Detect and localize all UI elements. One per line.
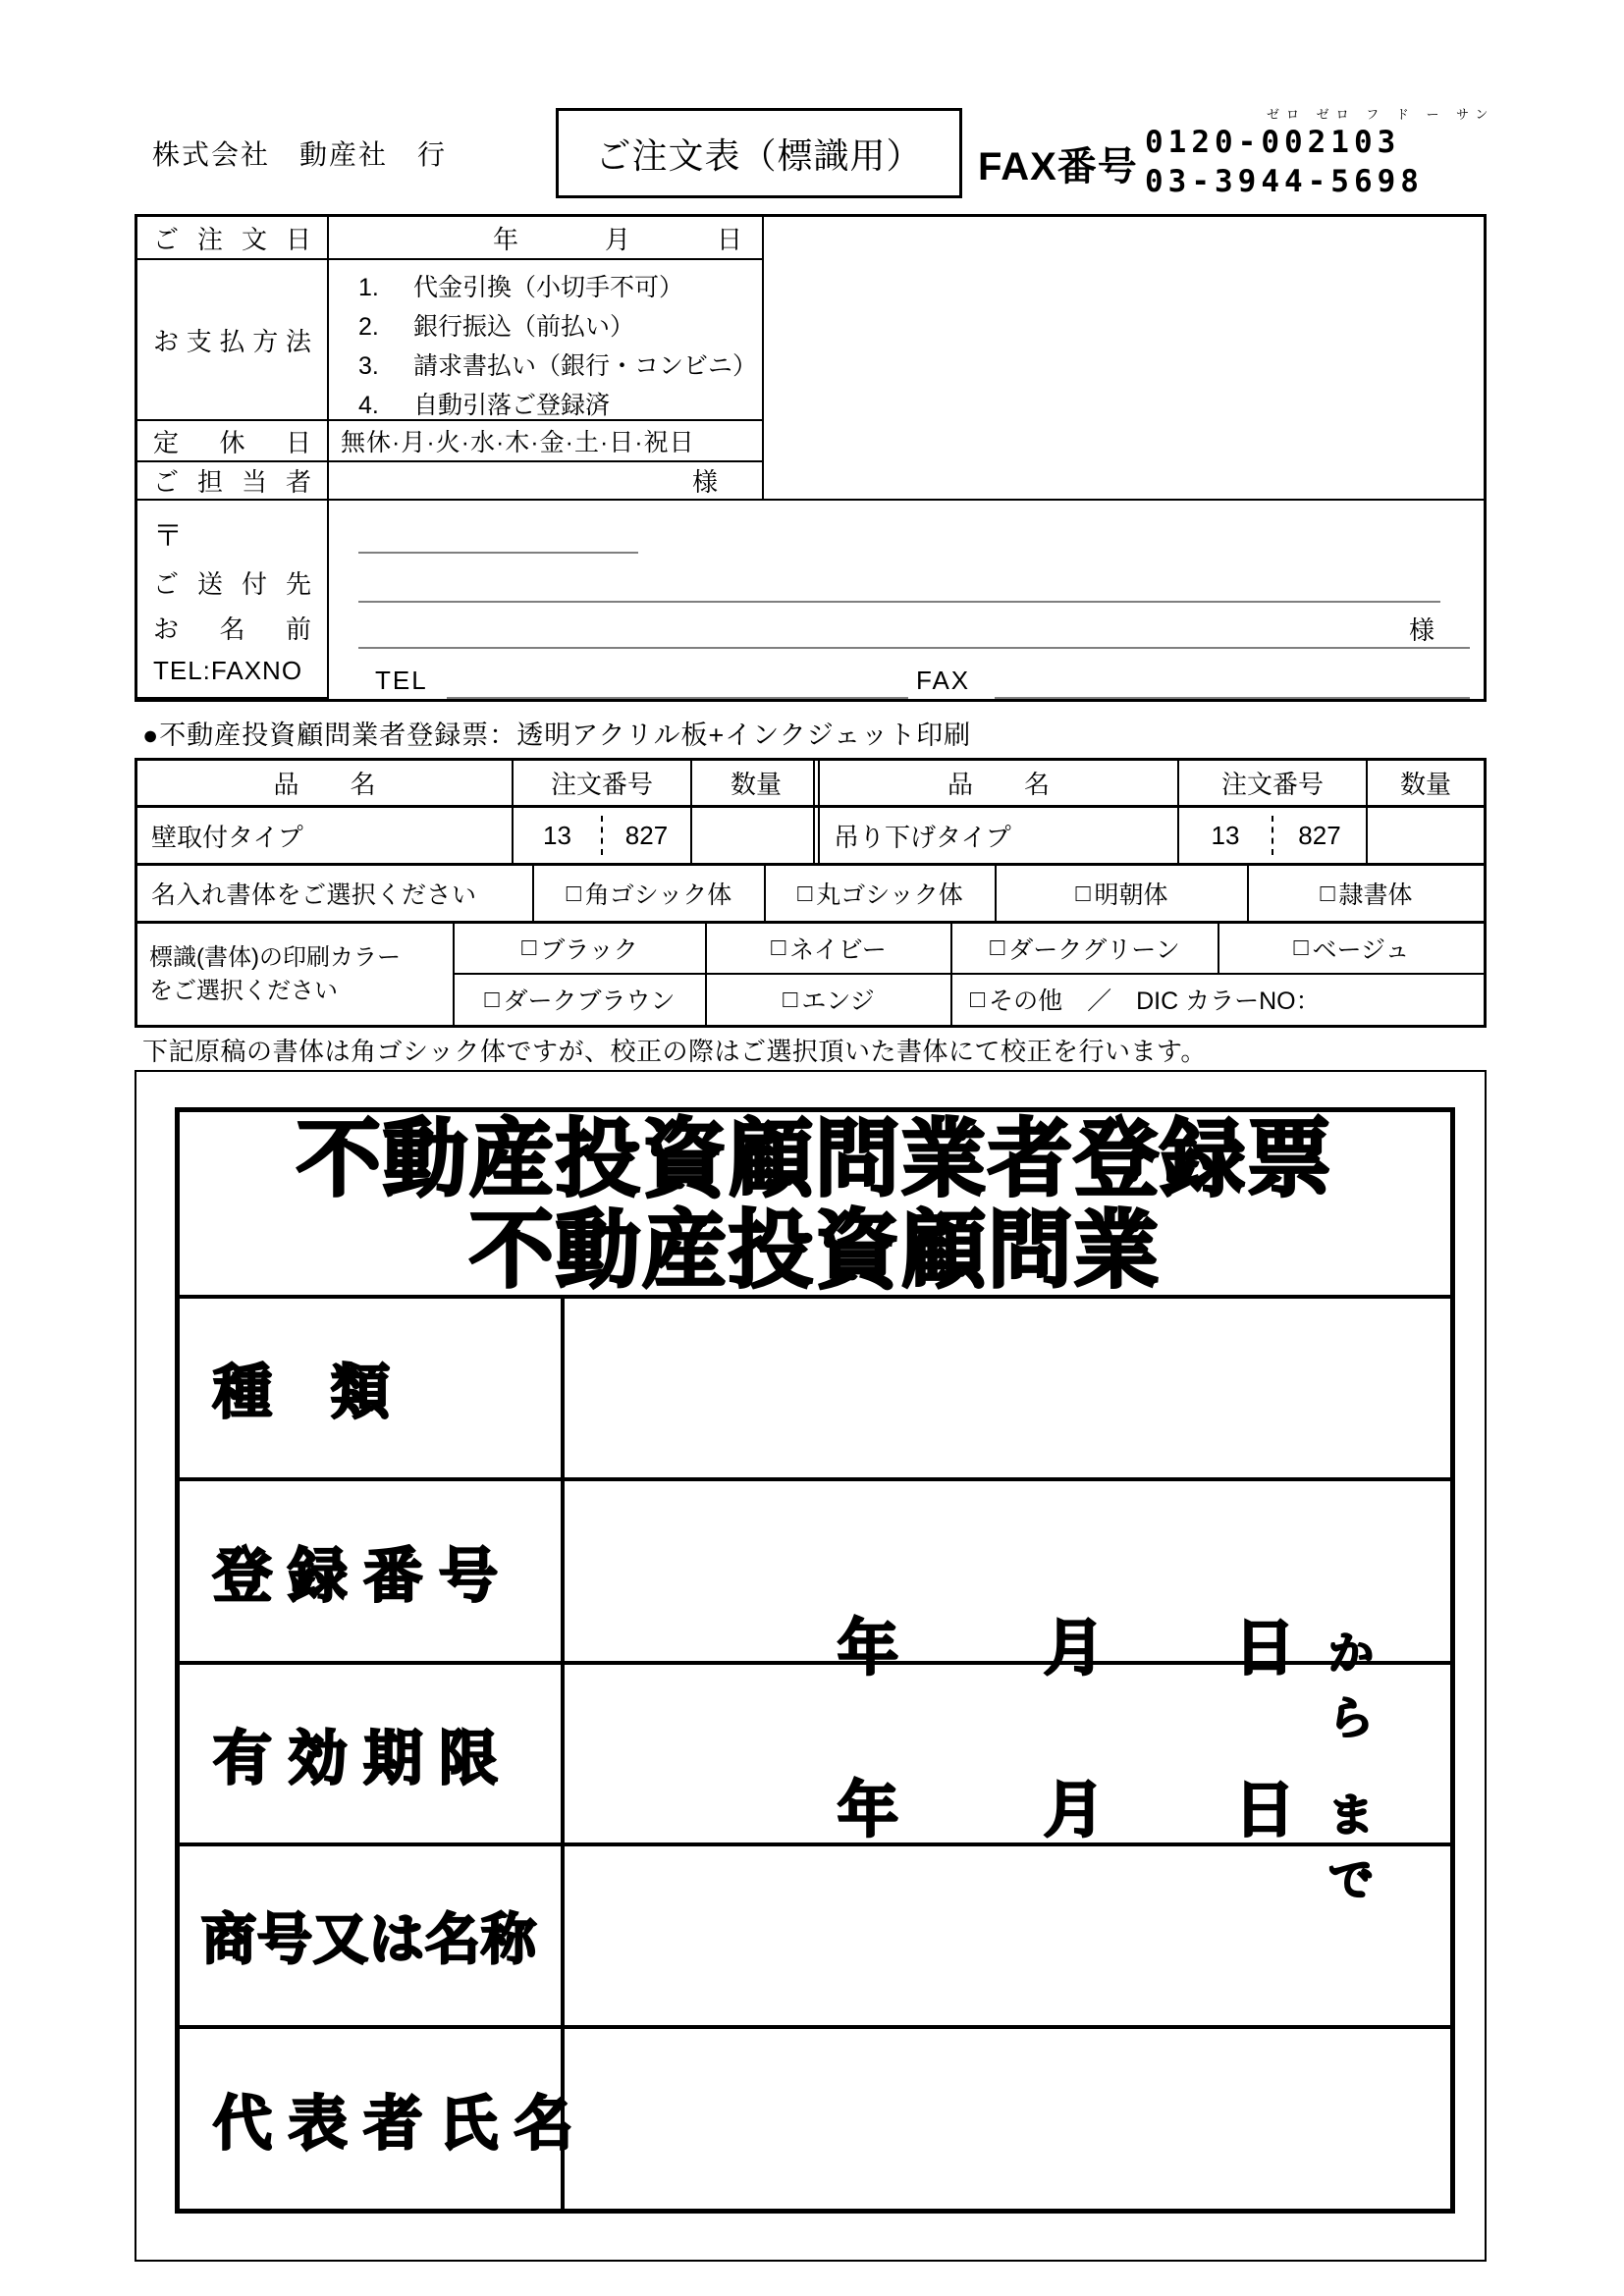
color-option-enji[interactable]: □ エンジ [707,975,952,1026]
form-title-box [556,108,962,198]
addressee-sama-suffix: 様 [1409,615,1435,645]
checkbox-icon: □ [771,934,786,962]
order-info-table [135,214,1487,702]
font-option-mincho[interactable]: □ 明朝体 [997,866,1249,921]
recipient-company: 株式会社 動産社 行 [152,139,448,170]
name-label: お名前 [153,614,311,645]
font-option-maru-gothic[interactable]: □ 丸ゴシック体 [766,866,997,921]
color-option-navy[interactable]: □ ネイビー [707,924,952,975]
checkbox-icon: □ [783,985,798,1013]
holiday-options-cell[interactable]: 無休·月·火·水·木·金·土·日·祝日 [329,421,764,462]
sign-row-label-yukokigen: 有 効 期 限 [180,1665,565,1846]
day-label: 日 [716,224,742,254]
year-label: 年 [492,224,518,254]
sign-cell-shurui-input[interactable] [565,1299,1450,1481]
sign-row-label-daihyosha: 代 表 者 氏 名 [180,2029,565,2209]
validity-from-line: 年 月 日 から [838,1614,1390,1743]
payment-method-label-cell: お支払方法 [137,260,329,421]
product-order-no-wall: 13 827 [514,808,692,863]
address-input-area [329,501,1484,699]
fax-furigana: ゼロ ゼロ フ ド ー サン [1267,107,1495,122]
order-no-header-right: 注文番号 [1179,761,1368,808]
postal-mark: 〒 [153,519,183,553]
checkbox-icon: □ [1320,879,1335,907]
telfax-label: TEL:FAXNO [153,656,303,686]
product-qty-hanging-input[interactable] [1368,808,1484,863]
sign-title-line1: 不動産投資顧問業者登録票 [297,1112,1333,1206]
address-input-line[interactable] [358,601,1440,603]
fax-number-label: FAX番号 [978,145,1138,188]
order-no-header-left: 注文番号 [514,761,692,808]
font-select-label: 名入れ書体をご選択ください [137,866,534,921]
product-qty-wall-input[interactable] [692,808,820,863]
address-labels-cell [137,501,329,699]
fax-input-line[interactable] [995,697,1470,699]
qty-header-right: 数量 [1368,761,1484,808]
payment-option-furikomi[interactable]: 2. 銀行振込（前払い） [358,313,635,341]
fax-number-tollfree: 0120-002103 [1145,125,1401,160]
sign-cell-daihyosha-input[interactable] [565,2029,1450,2209]
checkbox-icon: □ [990,934,1005,962]
color-option-other-dic[interactable]: □ その他 ／ DIC カラーNO： [970,985,1321,1016]
product-section-heading: ●不動産投資顧問業者登録票：透明アクリル板+インクジェット印刷 [142,721,972,750]
product-table [135,758,1487,866]
tel-label: TEL [375,666,428,695]
color-select-label: 標識(書体)の印刷カラー をご選択ください [137,924,455,1025]
name-header-left: 品 名 [137,761,514,808]
tel-input-line[interactable] [447,697,908,699]
sign-cell-shogo-input[interactable] [565,1846,1450,2029]
order-date-input-cell[interactable] [329,217,764,260]
name-input-line[interactable] [358,647,1470,649]
fax-numbers [1145,104,1495,201]
fax-number-local: 03-3944-5698 [1145,164,1424,199]
checkbox-icon: □ [566,879,581,907]
color-option-darkgreen[interactable]: □ ダークグリーン [952,924,1219,975]
payment-option-jidohikiotoshi[interactable]: 4. 自動引落ご登録済 [358,392,611,419]
month-label: 月 [604,224,630,254]
postal-code-input-line[interactable] [358,552,638,554]
color-option-black[interactable]: □ ブラック [455,924,707,975]
sign-row-label-shogo: 商号又は名称 [180,1846,565,2029]
sign-preview-table [175,1107,1455,2214]
name-header-right: 品 名 [813,761,1179,808]
font-option-reisho[interactable]: □ 隷書体 [1320,879,1413,909]
sign-row-label-shurui: 種 類 [180,1299,565,1481]
validity-to-line: 年 月 日 まで [838,1776,1390,1905]
contact-person-label-cell: ご担当者 [137,462,329,501]
sign-row-label-torokubango: 登 録 番 号 [180,1481,565,1665]
fax-label: FAX [916,666,971,695]
sama-suffix: 様 [691,467,718,497]
payment-method-options [329,260,764,421]
order-date-label-cell: ご注文日 [137,217,329,260]
checkbox-icon: □ [521,934,537,962]
sign-cell-yukokigen-input[interactable] [565,1614,1450,1905]
payment-option-daikin[interactable]: 1. 代金引換（小切手不可） [358,274,684,301]
product-name-hanging: 吊り下げタイプ [813,808,1179,863]
checkbox-icon: □ [970,985,986,1013]
color-option-darkbrown[interactable]: □ ダークブラウン [455,975,707,1026]
product-name-wall: 壁取付タイプ [137,808,514,863]
font-selection-table [135,866,1487,924]
holiday-label-cell: 定休日 [137,421,329,462]
send-to-label: ご送付先 [153,568,311,599]
sign-title [180,1112,1450,1299]
checkbox-icon: □ [797,879,813,907]
checkbox-icon: □ [484,985,500,1013]
color-selection-table [135,924,1487,1028]
sign-title-line2: 不動産投資顧問業 [469,1203,1161,1298]
qty-header-left: 数量 [692,761,820,808]
proof-note: 下記原稿の書体は角ゴシック体ですが、校正の際はご選択頂いた書体にて校正を行います。 [142,1037,1207,1066]
font-option-kaku-gothic[interactable]: □ 角ゴシック体 [534,866,766,921]
payment-option-seikyusho[interactable]: 3. 請求書払い（銀行・コンビニ） [358,352,758,380]
form-title: ご注文表（標識用） [595,134,923,176]
blank-notes-cell[interactable] [764,217,1484,501]
color-option-beige[interactable]: □ ベージュ [1219,924,1484,975]
product-order-no-hanging: 13 827 [1179,808,1368,863]
checkbox-icon: □ [1293,934,1309,962]
checkbox-icon: □ [1075,879,1091,907]
contact-person-input-cell[interactable] [329,462,764,501]
